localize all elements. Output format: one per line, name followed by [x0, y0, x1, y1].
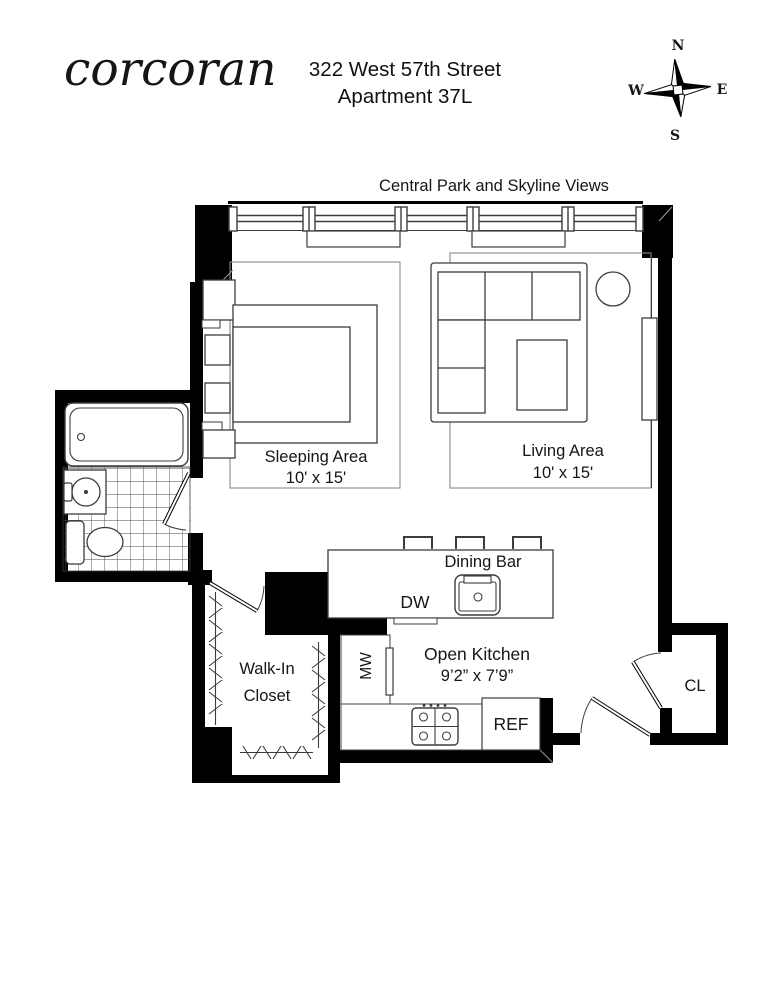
sofa-back-seats — [438, 272, 580, 320]
wall-cl-west-stub — [660, 708, 672, 733]
dishwasher-front — [394, 618, 437, 624]
radiator-box-right — [472, 231, 565, 247]
living-area-label: Living Area — [522, 442, 604, 460]
compass-label-e: E — [716, 82, 728, 98]
bathtub-inner — [70, 408, 183, 461]
dishwasher-label: DW — [400, 592, 430, 612]
sleeping-area-label: Sleeping Area — [264, 448, 368, 466]
view-label: Central Park and Skyline Views — [379, 177, 609, 195]
compass-label-w: W — [628, 83, 644, 99]
wall-cl-east — [716, 623, 728, 745]
bar-stool — [404, 537, 432, 549]
wall-kitchen-south — [340, 750, 553, 763]
address-line-1: 322 West 57th Street — [308, 58, 502, 81]
wall-closet-sw-block — [192, 727, 232, 775]
wall-east — [658, 205, 672, 652]
wall-closet-west — [192, 585, 205, 727]
pillow-bottom — [205, 383, 230, 413]
wall-window-head — [228, 201, 643, 204]
walk-in-closet-label-2: Closet — [243, 687, 291, 705]
compass-label-n: N — [671, 38, 685, 54]
microwave-label: MW — [358, 652, 375, 680]
entry — [581, 653, 661, 735]
wall-west-upper — [190, 282, 203, 478]
radiator-box-left — [307, 231, 400, 247]
wall-closet-east — [328, 635, 340, 783]
wall-cl-north — [672, 623, 728, 635]
cl-door-arc — [633, 653, 661, 662]
kitchen-sink-drain — [474, 593, 482, 601]
wall-top-right-block — [642, 205, 673, 258]
wall-entry-south-left — [552, 733, 580, 745]
nightstand-bottom — [203, 430, 235, 458]
sleeping-area — [202, 280, 377, 458]
sleeping-area-dims: 10' x 15' — [285, 469, 347, 487]
stove — [412, 704, 458, 745]
kitchen-faucet — [464, 576, 491, 583]
sofa-left-seats — [438, 320, 485, 413]
open-kitchen-dims: 9’2” x 7’9” — [440, 667, 514, 685]
sink-drain — [84, 490, 88, 494]
microwave — [386, 648, 393, 695]
burner — [420, 732, 428, 740]
living-area-dims: 10' x 15' — [532, 464, 594, 482]
compass-label-s: S — [669, 128, 681, 144]
nightstand-top — [203, 280, 235, 320]
open-kitchen-label: Open Kitchen — [423, 644, 531, 664]
walk-in-closet-label-1: Walk-In — [239, 660, 295, 678]
wall-hall-jog — [188, 570, 212, 585]
burner — [443, 713, 451, 721]
window-wall — [229, 207, 643, 247]
refrigerator-label: REF — [493, 714, 529, 734]
toilet-tank — [66, 521, 84, 564]
wall-top-left-block — [195, 205, 232, 282]
wall-closet-south — [192, 775, 338, 783]
wall-kitchen-east — [540, 698, 553, 763]
address-line-2: Apartment 37L — [337, 85, 473, 108]
toilet-bowl — [87, 528, 123, 557]
bathtub-drain — [78, 434, 85, 441]
round-side-table — [596, 272, 630, 306]
corcoran-logo: corcoran — [64, 42, 277, 97]
cl-label: CL — [684, 677, 706, 695]
bed-blanket — [233, 327, 350, 422]
media-console — [642, 318, 657, 420]
pillow-top — [205, 335, 230, 365]
burner — [420, 713, 428, 721]
burner — [443, 732, 451, 740]
bar-stool — [513, 537, 541, 549]
bar-stool — [456, 537, 484, 549]
bed-head-connector-bottom — [202, 422, 222, 430]
wall-bath-south — [55, 571, 203, 582]
closet-door-arc — [257, 586, 264, 611]
wall-bath-north — [55, 390, 190, 403]
entry-door-arc — [581, 698, 592, 733]
sink-faucet — [64, 483, 72, 501]
window-mullions — [303, 207, 574, 231]
bathroom — [63, 403, 190, 571]
bed-head-connector-top — [202, 320, 220, 328]
coffee-table — [517, 340, 567, 410]
dining-bar-label: Dining Bar — [444, 553, 522, 571]
bar-stools — [404, 537, 541, 549]
